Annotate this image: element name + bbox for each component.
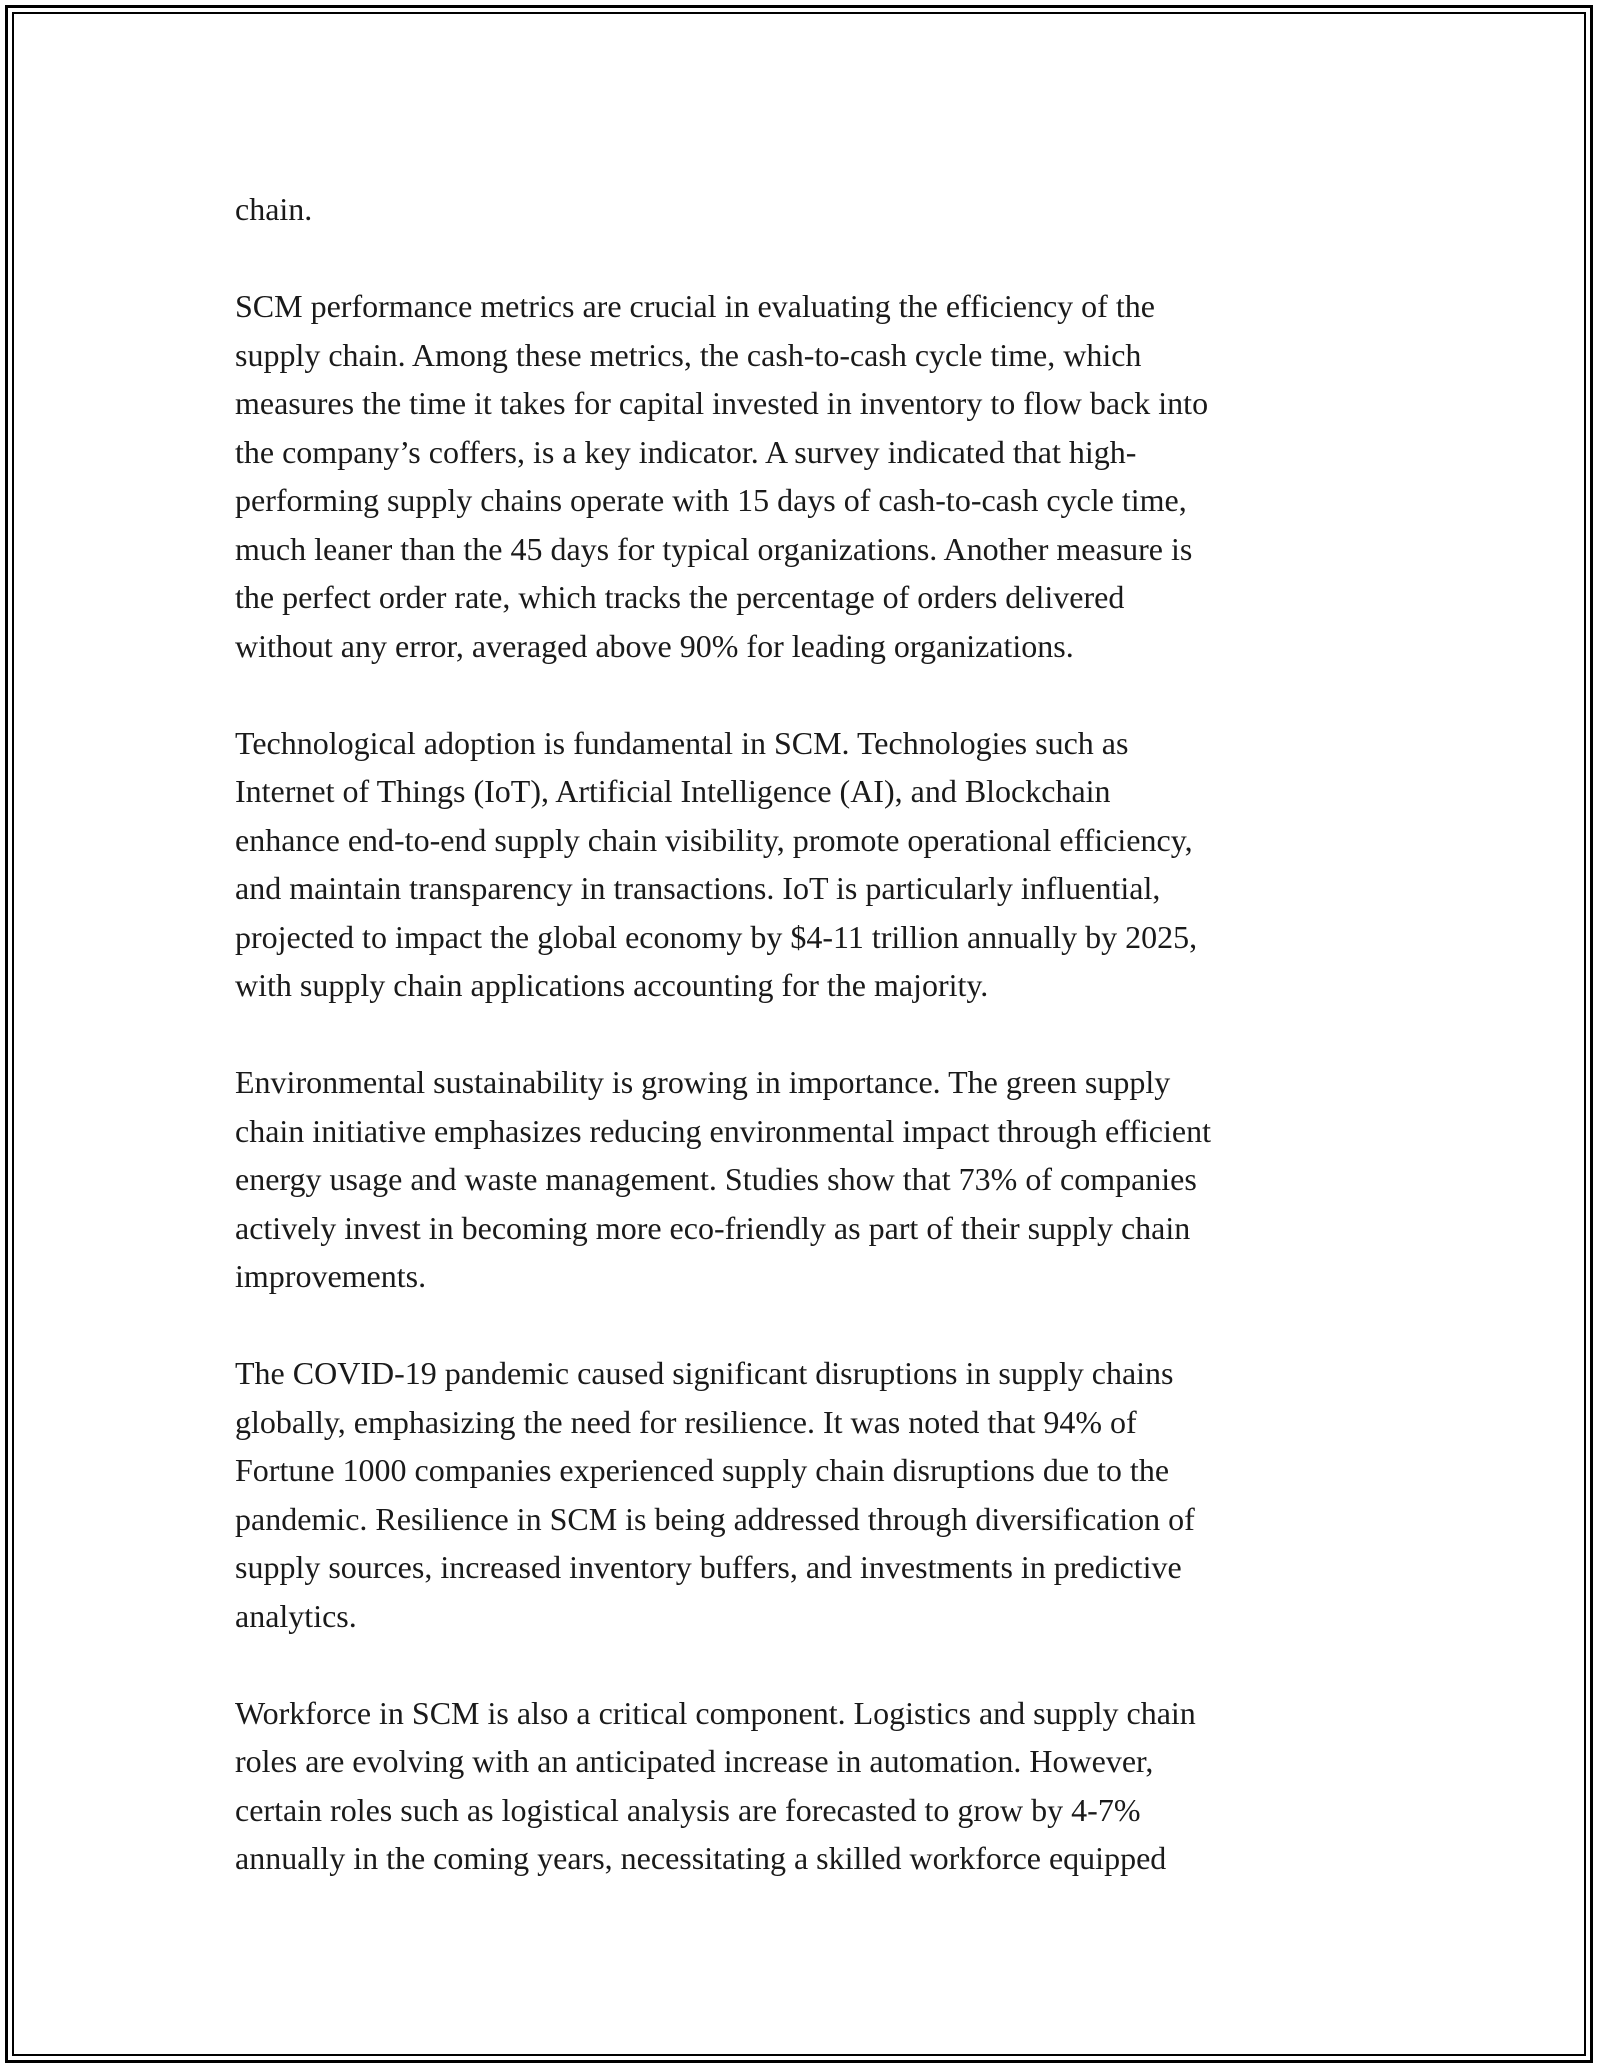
text-line: and maintain transparency in transactions. IoT is particularly influential, — [235, 870, 1161, 906]
text-line: with supply chain applications accounting for the majority. — [235, 967, 989, 1003]
text-line: Environmental sustainability is growing in importance. The green supply — [235, 1064, 1171, 1100]
text-line: actively invest in becoming more eco-friendly as part of their supply chain — [235, 1209, 1191, 1246]
paragraph-performance-metrics — [235, 282, 1365, 670]
text-line: energy usage and waste management. Studies show that 73% of companies — [235, 1161, 1197, 1197]
text-line: much leaner than the 45 days for typical organizations. Another measure is — [235, 530, 1193, 567]
text-line: projected to impact the global economy by $4-11 trillion annually by 2025, — [235, 918, 1198, 955]
text-line: supply chain. Among these metrics, the cash-to-cash cycle time, which — [235, 336, 1142, 373]
text-line: enhance end-to-end supply chain visibility, promote operational efficiency, — [235, 821, 1193, 858]
text-line: Technological adoption is fundamental in SCM. Technologies such as — [235, 724, 1129, 761]
text-line: globally, emphasizing the need for resilience. It was noted that 94% of — [235, 1403, 1137, 1440]
text-line: SCM performance metrics are crucial in evaluating the efficiency of the — [235, 288, 1155, 324]
text-line: performing supply chains operate with 15 days of cash-to-cash cycle time, — [235, 482, 1187, 518]
text-line: Workforce in SCM is also a critical component. Logistics and supply chain — [235, 1694, 1196, 1731]
text-line: chain initiative emphasizes reducing environmental impact through efficient — [235, 1112, 1211, 1149]
paragraph-covid-resilience — [235, 1349, 1365, 1640]
text-line: improvements. — [235, 1258, 427, 1294]
text-line: Internet of Things (IoT), Artificial Intelligence (AI), and Blockchain — [235, 773, 1111, 809]
text-line: certain roles such as logistical analysis are forecasted to grow by 4-7% — [235, 1791, 1141, 1828]
paragraph-technology — [235, 719, 1365, 1010]
text-line: analytics. — [235, 1597, 357, 1634]
text-line: supply sources, increased inventory buffers, and investments in predictive — [235, 1549, 1182, 1585]
paragraph-sustainability — [235, 1058, 1365, 1301]
text-line: measures the time it takes for capital invested in inventory to flow back into — [235, 385, 1209, 421]
text-line: annually in the coming years, necessitating a skilled workforce equipped — [235, 1840, 1167, 1876]
text-line: chain. — [235, 191, 313, 227]
paragraph-continuation — [235, 185, 1365, 234]
text-line: roles are evolving with an anticipated increase in automation. However, — [235, 1743, 1154, 1779]
text-line: Fortune 1000 companies experienced supply chain disruptions due to the — [235, 1452, 1170, 1488]
text-line: the perfect order rate, which tracks the percentage of orders delivered — [235, 579, 1125, 615]
text-line: the company’s coffers, is a key indicator. A survey indicated that high- — [235, 433, 1137, 470]
text-line: The COVID-19 pandemic caused significant disruptions in supply chains — [235, 1355, 1174, 1391]
text-line: without any error, averaged above 90% for leading organizations. — [235, 627, 1074, 664]
paragraph-workforce — [235, 1689, 1365, 1883]
text-line: pandemic. Resilience in SCM is being addressed through diversification of — [235, 1500, 1195, 1537]
document-body — [235, 185, 1365, 1883]
